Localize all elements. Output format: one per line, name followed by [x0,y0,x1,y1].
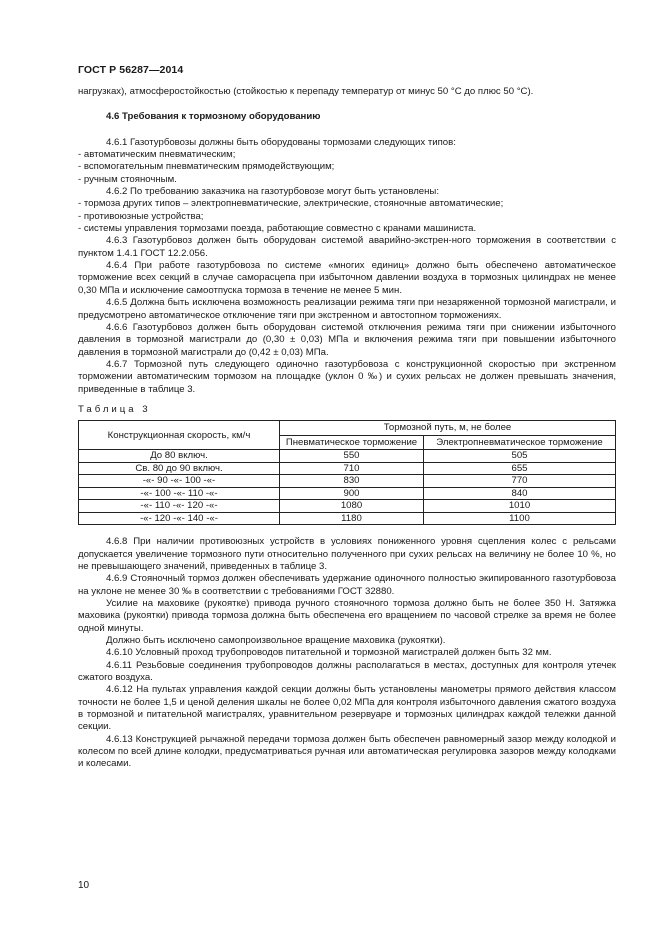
table-cell: 1180 [280,512,424,525]
paragraph: 4.6.9 Стояночный тормоз должен обеспечивать удержание одиночного полностью экипированного газотурбовоза на уклоне не менее 30 ‰ в соответствии с требованиями ГОСТ 32880. [78,573,616,597]
page-number: 10 [78,880,90,891]
table-cell: 770 [424,475,616,488]
paragraph: 4.6.2 По требованию заказчика на газотурбовозе могут быть установлены: [106,186,439,198]
list-item: - вспомогательным пневматическим прямодействующим; [78,161,335,173]
section-title: 4.6 Требования к тормозному оборудованию [106,111,321,123]
table-row [79,450,616,463]
paragraph: 4.6.4 При работе газотурбовоза по системе «многих единиц» должно быть обеспечено автоматическое торможение всех секций в случае саморасцепа при избыточном давлении воздуха в тормозных цилиндрах не менее 0,30 МПа и исключение самоотпуска тормоза в течение не менее 5 мин. [78,260,616,296]
paragraph: 4.6.13 Конструкцией рычажной передачи тормоза должен быть обеспечен равномерный зазор между колодкой и колесом по всей длине колодки, предусматриваться ручная или автоматическая регулировка зазоров между колодками и колесами. [78,733,616,770]
table-cell: 1100 [424,512,616,525]
document-header: ГОСТ Р 56287—2014 [78,64,184,76]
table-header-group: Тормозной путь, м, не более [280,421,616,436]
table-cell: До 80 включ. [79,450,280,463]
table-cell: 505 [424,450,616,463]
table-cell: -«- 90 -«- 100 -«- [79,475,280,488]
table-row [79,512,616,525]
table-header-speed: Конструкционная скорость, км/ч [79,421,280,450]
table-caption: Таблица 3 [78,403,151,415]
table-cell: 830 [280,475,424,488]
table-header-pneumatic: Пневматическое торможение [280,435,424,450]
table-cell: 1080 [280,500,424,513]
paragraph: Должно быть исключено самопроизвольное вращение маховика (рукоятки). [106,635,446,646]
paragraph: 4.6.10 Условный проход трубопроводов питательной и тормозной магистралей должен быть 32 мм. [106,647,552,659]
document-body [78,86,616,771]
paragraph: 4.6.5 Должна быть исключена возможность реализации режима тяги при незаряженной тормозной магистрали, и предусмотрено автоматическое отключение тяги при экстренном и автостопном торможениях. [78,297,616,321]
table-cell: 1010 [424,500,616,513]
paragraph: 4.6.8 При наличии противоюзных устройств в условиях пониженного уровня сцепления колес с рельсами допускается увеличение тормозного пути относительно полученного при сухих рельсах на величину не более 10 %, но не превышающего значений, приведенных в таблице 3. [78,536,616,572]
table-cell: -«- 110 -«- 120 -«- [79,500,280,513]
list-item: - тормоза других типов – электропневматические, электрические, стояночные автоматические; [78,198,504,210]
paragraph: 4.6.3 Газотурбовоз должен быть оборудован системой аварийно-экстрен-ного торможения в соответствии с пунктом 1.4.1 ГОСТ 12.2.056. [78,235,616,259]
braking-distance-table [78,420,616,525]
paragraph: 4.6.12 На пультах управления каждой секции должны быть установлены манометры прямого действия классом точности не более 1,5 и ценой деления шкалы не более 0,02 МПа для контроля избыточного давления сжатого воздуха в тормозной и питательной магистралях, уравнительном резервуаре и тормозных цилиндрах каждой тележки данной секции. [78,684,616,733]
table-cell: Св. 80 до 90 включ. [79,462,280,475]
list-item: - ручным стояночным. [78,173,177,185]
list-item: - автоматическим пневматическим; [78,149,236,161]
table-row [79,487,616,500]
paragraph: 4.6.6 Газотурбовоз должен быть оборудован системой отключения режима тяги при снижении избыточного давления в тормозной магистрали до (0,30 ± 0,03) МПа и включения режима тяги при повышении избыточного давления в тормозной магистрали до (0,42 ± 0,03) МПа. [78,321,616,358]
table-cell: 655 [424,462,616,475]
table-row [79,500,616,513]
paragraph: 4.6.1 Газотурбовозы должны быть оборудованы тормозами следующих типов: [106,136,456,148]
table-cell: 710 [280,462,424,475]
table-cell: -«- 100 -«- 110 -«- [79,487,280,500]
table-cell: -«- 120 -«- 140 -«- [79,512,280,525]
table-row [79,475,616,488]
table-cell: 900 [280,487,424,500]
table-cell: 840 [424,487,616,500]
list-item: - противоюзные устройства; [78,210,204,222]
table-header-electropneumatic: Электропневматическое торможение [424,435,616,450]
paragraph: Усилие на маховике (рукоятке) привода ручного стояночного тормоза должно быть не более 350 Н. Затяжка маховика (рукоятки) привода тормоза должна быть обеспечена его вращением по часовой стрелке за время не более одной минуты. [78,597,616,634]
list-item: - системы управления тормозами поезда, работающие совместно с кранами машиниста. [78,223,477,235]
table-cell: 550 [280,450,424,463]
intro-line: нагрузках), атмосферостойкостью (стойкостью к перепаду температур от минус 50 °С до плюс 50 °С). [78,86,534,97]
table-row [79,462,616,475]
paragraph: 4.6.11 Резьбовые соединения трубопроводов должны располагаться в местах, доступных для контроля утечек сжатого воздуха. [78,659,616,684]
paragraph: 4.6.7 Тормозной путь следующего одиночно газотурбовоза с конструкционной скоростью при экстренном торможении автоматическим тормозом на площадке (уклон 0 ‰) и сухих рельсах не должен превышать значения, приведенные в таблице 3. [78,358,616,395]
